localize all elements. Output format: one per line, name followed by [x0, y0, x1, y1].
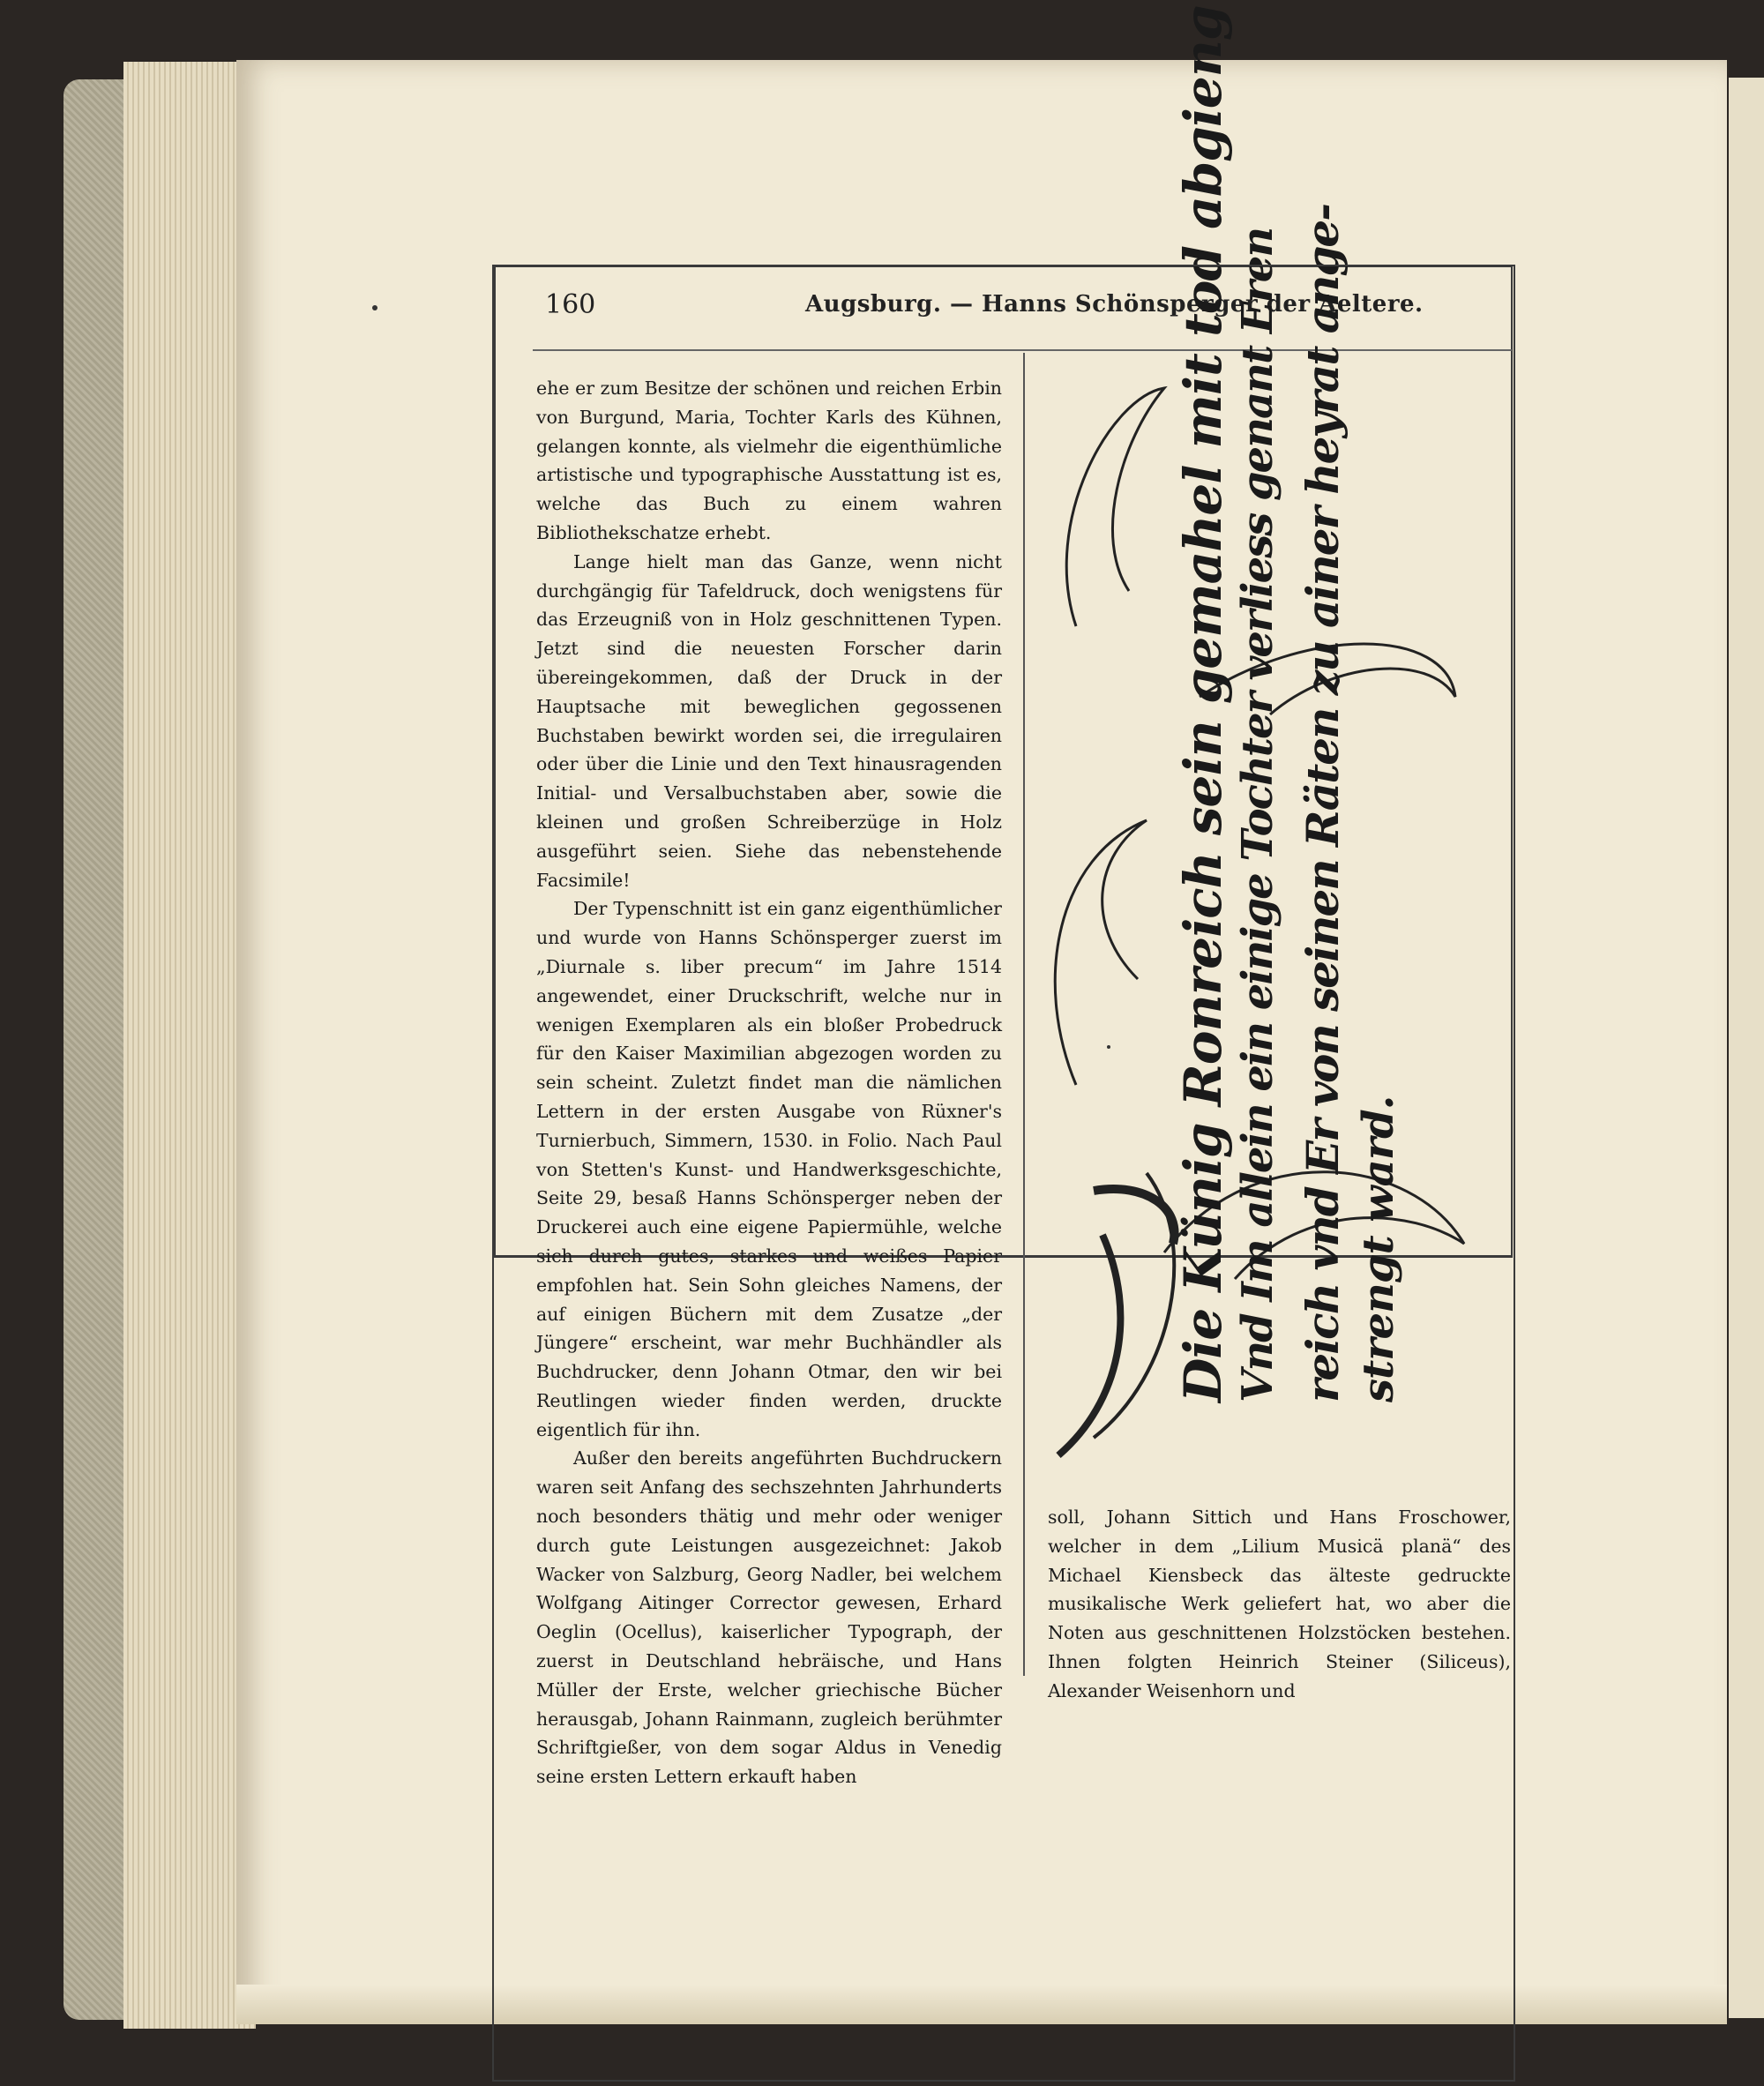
ink-speck	[372, 305, 377, 310]
facing-page-edge	[1729, 78, 1764, 2018]
paragraph: Lange hielt man das Ganze, wenn nicht durchgängig für Tafeldruck, doch wenigstens für das Erzeugniß von in Holz geschnittenen Typen. Jetzt sind die neuesten Forscher darin übereingekommen, daß der Druck in der Hauptsache mit beweglichen gegossenen Buchstaben bewirkt worden sei, die irregulairen oder über die Linie und den Text hinausragenden Initial- und Versalbuchstaben aber, sowie die kleinen und großen Schreiberzüge in Holz ausgeführt seien. Siehe das nebenstehende Facsimile!	[536, 550, 1002, 891]
paragraph: Der Typenschnitt ist ein ganz eigenthümlicher und wurde von Hanns Schönsperger zuerst im „Diurnale s. liber precum“ im Jahre 1514 angewendet, einer Druckschrift, welche nur in wenigen Exemplaren als ein bloßer Probedruck für den Kaiser Maximilian abgezogen worden zu sein scheint. Zuletzt findet man die nämlichen Lettern in der ersten Ausgabe von Rüxner's Turnierbuch, Simmern, 1530. in Folio. Nach Paul von Stetten's Kunst- und Handwerksgeschichte, Seite 29, besaß Hanns Schönsperger neben der Druckerei auch eine eigene Papiermühle, welche sich durch gutes, starkes und weißes Papier empfohlen hat. Sein Sohn gleiches Namens, der auf einigen Büchern mit dem Zusatze „der Jüngere“ erscheint, war mehr Buchhändler als Buchdrucker, denn Johann Otmar, den wir bei Reutlingen wieder finden werden, druckte eigentlich für ihn.	[536, 898, 1002, 1440]
ink-speck	[1107, 1045, 1110, 1049]
text-frame-visible	[492, 265, 1515, 2082]
facsimile-line-2: Vnd Im allein ein einige Tochter verliess genant Eren	[1233, 228, 1282, 1402]
page-number: 160	[545, 289, 596, 320]
facsimile-line-1: Die Künig Ronreich sein gemahel mit tod abgieng	[1173, 5, 1233, 1402]
paragraph: Außer den bereits angeführten Buchdruckern waren seit Anfang des sechszehnten Jahrhunderts noch besonders thätig und mehr oder weniger durch gute Leistungen ausgezeichnet: Jakob Wacker von Salzburg, Georg Nadler, bei welchem Wolfgang Aitinger Corrector gewesen, Erhard Oeglin (Ocellus), kaiserlicher Typograph, der zuerst in Deutschland hebräische, und Hans Müller der Erste, welcher griechische Bücher herausgab, Johann Rainmann, zugleich berühmter Schriftgießer, von dem sogar Aldus in Venedig seine ersten Lettern erkauft haben	[536, 1447, 1002, 1788]
paragraph: soll, Johann Sittich und Hans Froschower, welcher in dem „Lilium Musicä planä“ des Michael Kiensbeck das älteste gedruckte musikalische Werk geliefert hat, wo aber die Noten aus geschnittenen Holzstöcken bestehen. Ihnen folgten Heinrich Steiner (Siliceus), Alexander Weisenhorn und	[1048, 1507, 1511, 1701]
running-title: Augsburg. — Hanns Schönsperger der Aeltere.	[805, 291, 1424, 318]
paragraph: ehe er zum Besitze der schönen und reichen Erbin von Burgund, Maria, Tochter Karls des Kühnen, gelangen konnte, als vielmehr die eigenthümliche artistische und typographische Ausstattung ist es, welche das Buch zu einem wahren Bibliothekschatze erhebt.	[536, 378, 1002, 543]
facsimile-line-3: reich vnd Er von seinen Räten zu ainer heyrat ange-	[1297, 205, 1349, 1402]
facsimile-line-4: strengt ward.	[1354, 1095, 1403, 1402]
